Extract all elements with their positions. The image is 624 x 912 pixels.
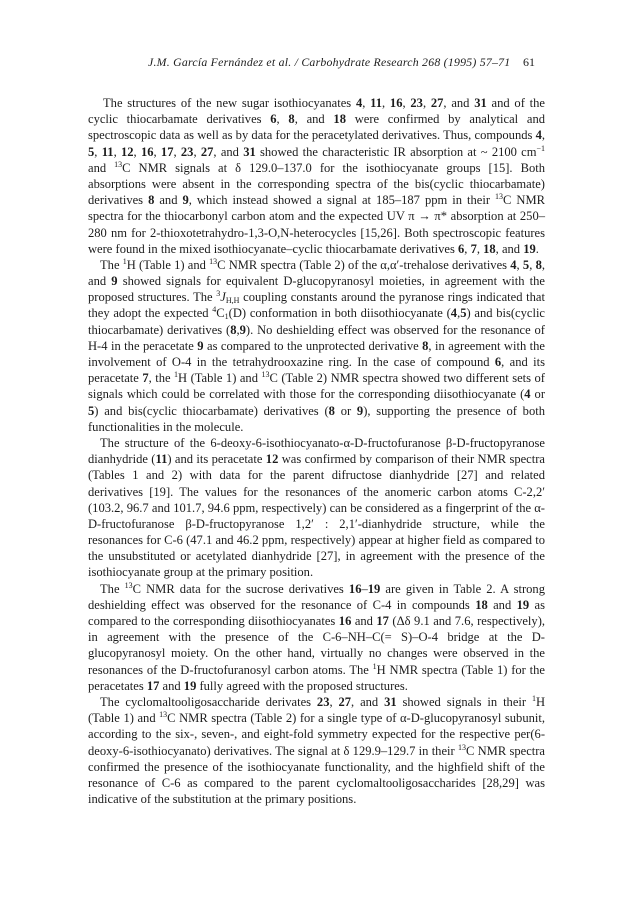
page-number: 61 [523,55,535,69]
running-title: J.M. García Fernández et al. / Carbohydrate Research 268 (1995) 57–71 [148,55,511,69]
paragraph-sucrose: The $^{13}$C NMR data for the sucrose derivatives 16–19 are given in Table 2. A strong deshielding effect was observed for the resonance of C-4 in compounds 18 and 19 as compared to the corresponding diisothiocyanates 16 and 17 (Δδ 9.1 and 7.6, respectively), in agreement with the presence of the C-6–NH–C(= S)–O-4 bridge at the D-glucopyranosyl moiety. On the other hand, virtually no changes were observed in the resonances of the D-fructofuranosyl carbon atoms. The $^1$H NMR spectra (Table 1) for the peracetates 17 and 19 fully agreed with the proposed structures. [88,580,546,693]
paragraph-cyclomaltooligosaccharide: The cyclomaltooligosaccharide derivates 23, 27, and 31 showed signals in their $^1$H (Table 1) and $^{13}$C NMR spectra (Table 2) for a single type of α-D-glucopyranosyl subunit, according to the six-, seven-, and eight-fold symmetry expected for the respective per(6-deoxy-6-isothiocyanato) derivatives. The signal at δ 129.9–129.7 in their $^{13}$C NMR spectra confirmed the presence of the isothiocyanate functionality, and the highfield shift of the resonance of C-6 as compared to the parent cyclomaltooligosaccharides [28,29] was indicative of the substitution at the primary positions. [88,693,546,807]
article-body [88,95,545,807]
paragraph-trehalose: The $^1$H (Table 1) and $^{13}$C NMR spectra (Table 2) of the α,α′-trehalose derivatives 4, 5, 8, and 9 showed signals for equivalent D-glucopyranosyl moieties, in agreement with the proposed structures. The $^3J_{H,H}$ coupling constants around the pyranose rings indicated that they adopt the expected $^4C_1(D)$ conformation in both diisothiocyanate (4,5) and bis(cyclic thiocarbamate) derivatives (8,9). No deshielding effect was observed for the resonance of H-4 in the peracetate 9 as compared to the unprotected derivative 8, in agreement with the involvement of O-4 in the tetrahydrooxazine ring. In the case of compound 6, and its peracetate 7, the $^1$H (Table 1) and $^{13}$C (Table 2) NMR spectra showed two different sets of signals which could be correlated with those for the corresponding diisothiocyanate (4 or 5) and bis(cyclic thiocarbamate) derivatives (8 or 9), supporting the presence of both functionalities in the molecule. [88,256,546,434]
paragraph-dianhydride: The structure of the 6-deoxy-6-isothiocyanato-α-D-fructofuranose β-D-fructopyranose dianhydride (11) and its peracetate 12 was confirmed by comparison of their NMR spectra (Tables 1 and 2) with data for the parent difructose dianhydride [27] and related derivatives [19]. The values for the resonances of the anomeric carbon atoms C-2,2′ (103.2, 96.7 and 101.7, 94.6 ppm, respectively) can be considered as a fingerprint of the α-D-fructofuranose β-D-fructopyranose 1,2′ : 2,1′-dianhydride structure, while the resonances for C-6 (47.1 and 46.2 ppm, respectively) appear at higher field as compared to the unsubstituted or acetylated dianhydride [27], in agreement with the presence of the isothiocyanate group at the primary position. [88,435,545,580]
running-header [0,55,624,75]
paragraph-structures: The structures of the new sugar isothiocyanates 4, 11, 16, 23, 27, and 31 and of the cyclic thiocarbamate derivatives 6, 8, and 18 were confirmed by analytical and spectroscopic data as well as by data for the peracetylated derivatives. Thus, compounds 4, 5, 11, 12, 16, 17, 23, 27, and 31 showed the characteristic IR absorption at ~ 2100 $cm^{-1}$ and $^{13}$C NMR signals at δ 129.0–137.0 for the isothiocyanate groups [15]. Both absorptions were absent in the corresponding spectra of the bis(cyclic thiocarbamate) derivatives 8 and 9, which instead showed a signal at 185–187 ppm in their $^{13}$C NMR spectra for the thiocarbonyl carbon atom and the expected UV π → π* absorption at 250–280 nm for 2-thioxotetrahydro-1,3-O,N-heterocycles [15,26]. Both spectroscopic features were found in the mixed isothiocyanate–cyclic thiocarbamate derivatives 6, 7, 18, and 19. [88,96,546,256]
